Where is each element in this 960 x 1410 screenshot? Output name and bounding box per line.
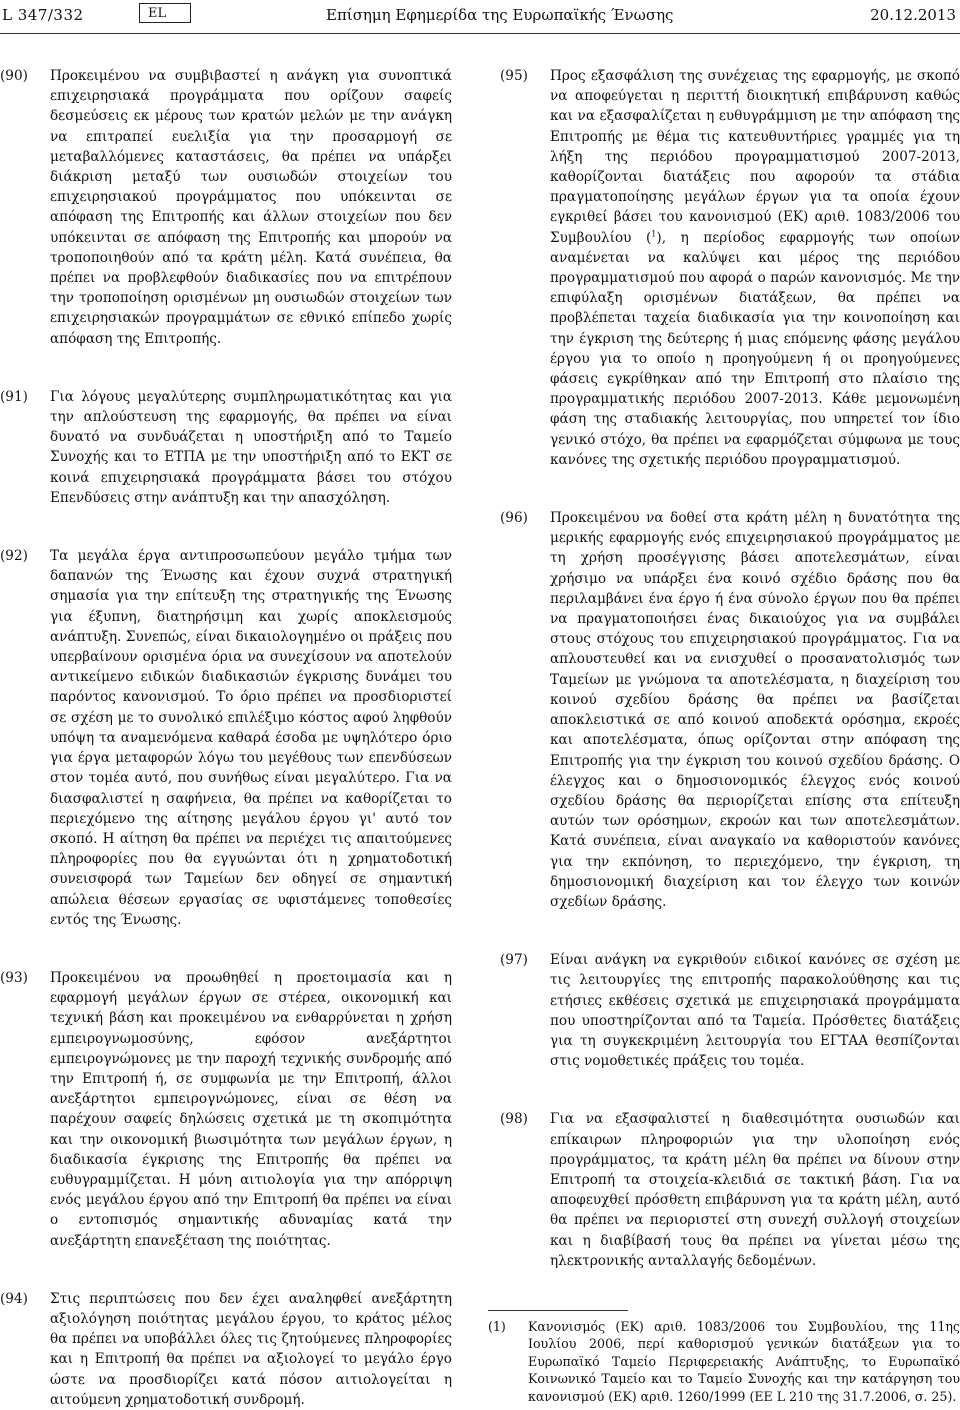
footnote — [488, 1318, 960, 1405]
recital-93 — [0, 968, 452, 1251]
recital-number: (90) — [0, 68, 28, 84]
journal-title: Επίσημη Εφημερίδα της Ευρωπαϊκής Ένωσης — [326, 6, 674, 24]
recital-text: Προκειμένου να προωθηθεί η προετοιμασία και η εφαρμογή μεγάλων έργων σε στέρεα, οικονομική και τεχνική βάση και προκειμένου να ενθαρρύνεται η χρήση εμπειρογνωμοσύνης, εφόσον ανεξάρτητοι εμπειρογνώμονες με την παροχή τεχνικής συνδρομής από την Επιτροπή ή, σε συμφωνία με την Επιτροπή, άλλοι ανεξάρτητοι εμπειρογνώμονες, είναι σε θέση να παρέχουν σαφείς δηλώσεις σχετικά με τη σκοπιμότητα και την οικονομική βιωσιμότητα των μεγάλων έργων, η διαδικασία έγκρισης της Επιτροπής θα πρέπει να ευθυγραμμίζεται. Η μόνη αιτιολογία για την απόρριψη ενός μεγάλου έργου από την Επιτροπή θα πρέπει να είναι ο εντοπισμός σημαντικής αδυναμίας κατά την ανεξάρτητη επανεξέταση της ποιότητας. — [50, 969, 452, 1249]
footnote-reference[interactable]: 1 — [651, 229, 657, 239]
recital-94 — [0, 1289, 452, 1410]
left-column — [0, 66, 452, 1410]
recital-text — [550, 66, 960, 470]
recital-96 — [500, 508, 960, 912]
recital-number: (95) — [500, 68, 528, 84]
page-reference: L 347/332 — [2, 6, 84, 24]
recital-text-part: Προς εξασφάλιση της συνέχειας της εφαρμογής, με σκοπό να αποφεύγεται η περιττή διοικητική επιβάρυνση καθώς και να εξασφαλίζεται η ευθυγράμμιση με την απόφαση της Επιτροπής με θέμα τις κατευθυντήριες γραμμές για τη λήξη της περιόδου προγραμματισμού 2007-2013, καθορίζονται διατάξεις που αφορούν τα στάδια πραγματοποίησης μεγάλων έργων για τα οποία έχουν εγκριθεί βάσει του κανονισμού (ΕΚ) αριθ. 1083/2006 του Συμβουλίου ( — [550, 68, 960, 246]
recital-text: Για να εξασφαλιστεί η διαθεσιμότητα ουσιωδών και επίκαιρων πληροφοριών για την υλοποίηση ενός προγράμματος, τα κράτη μέλη θα πρέπει να δίνουν στην Επιτροπή τα στοιχεία-κλειδιά σε τακτική βάση. Για να αποφευχθεί πρόσθετη επιβάρυνση για τα κράτη μέλη, αυτό θα πρέπει να περιοριστεί στη συνεχή συλλογή στοιχείων και η διαβίβασή τους θα πρέπει να γίνεται μέσω της ηλεκτρονικής ανταλλαγής δεδομένων. — [550, 1111, 960, 1269]
footnote-marker: (1) — [488, 1319, 506, 1334]
recital-97 — [500, 950, 960, 1071]
recital-text: Τα μεγάλα έργα αντιπροσωπεύουν μεγάλο τμήμα των δαπανών της Ένωσης και έχουν συχνά στρατηγική σημασία για την επίτευξη της στρατηγικής της Ένωσης για έξυπνη, διατηρήσιμη και χωρίς αποκλεισμούς ανάπτυξη. Συνεπώς, είναι δικαιολογημένο οι πράξεις που υπερβαίνουν ορισμένα όρια να συνεχίσουν να αποτελούν αντικείμενο ειδικών διαδικασιών έγκρισης δυνάμει του παρόντος κανονισμού. Το όριο πρέπει να προσδιοριστεί σε σχέση με το συνολικό επιλέξιμο κόστος αφού ληφθούν υπόψη τα αναμενόμενα καθαρά έσοδα με υψηλότερο όριο για έργα μεταφορών λόγω του μεγέθους των επενδύσεων στον τομέα αυτό, που συνήθως είναι μεγαλύτερο. Για να διασφαλιστεί η σαφήνεια, θα πρέπει να καθορίζεται το περιεχόμενο της αίτησης μεγάλου έργου γι' αυτό τον σκοπό. Η αίτηση θα πρέπει να περιέχει τις απαιτούμενες πληροφορίες που θα εγγυώνται ότι η χρηματοδοτική συνεισφορά των Ταμείων δεν οδηγεί σε σημαντική απώλεια θέσεων εργασίας σε υφιστάμενες τοποθεσίες εντός της Ένωσης. — [50, 548, 452, 928]
recital-text: Για λόγους μεγαλύτερης συμπληρωματικότητας και για την απλούστευση της εφαρμογής, θα πρέπει να είναι δυνατό να συνδυάζεται η υποστήριξη από το Ταμείο Συνοχής και το ΕΤΠΑ με την υποστήριξη από το ΕΚΤ σε κοινά επιχειρησιακά προγράμματα βάσει του στόχου Επενδύσεις στην ανάπτυξη και την απασχόληση. — [50, 388, 452, 506]
recital-text: Προκειμένου να δοθεί στα κράτη μέλη η δυνατότητα της μερικής εφαρμογής ενός επιχειρησιακού προγράμματος με τη χρήση προσέγγισης βάσει αποτελεσμάτων, είναι χρήσιμο να υπάρξει ένα κοινό σχέδιο δράσης που θα περιλαμβάνει ένα έργο ή ένα σύνολο έργων που θα πρέπει να πραγματοποιήσει ένας δικαιούχος για να συμβάλει στους στόχους του επιχειρησιακού προγράμματος. Για να απλουστευθεί και να ενισχυθεί ο προσανατολισμός των Ταμείων με γνώμονα τα αποτελέσματα, η διαχείριση του κοινού σχεδίου δράσης θα πρέπει να βασίζεται αποκλειστικά σε από κοινού αποδεκτά ορόσημα, εκροές και αποτελέσματα, όπως ορίζονται στην απόφαση της Επιτροπής για την έγκριση του κοινού σχεδίου δράσης. Ο έλεγχος και ο δημοσιονομικός έλεγχος ενός κοινού σχεδίου δράσης θα περιορίζεται επίσης στα επίτευξη αυτών των ορόσημων, εκροών και των αποτελεσμάτων. Κατά συνέπεια, είναι αναγκαίο να καθοριστούν κανόνες για την εκπόνηση, το περιεχόμενο, την έγκριση, τη δημοσιονομική διαχείριση και τον έλεγχο των κοινών σχεδίων δράσης. — [550, 510, 960, 910]
recital-number: (96) — [500, 510, 528, 527]
recital-number: (92) — [0, 548, 28, 565]
recital-98 — [500, 1109, 960, 1271]
recital-92 — [0, 546, 452, 930]
recital-95 — [500, 66, 960, 470]
recital-text-part: ), η περίοδος εφαρμογής των οποίων αναμένεται να καλύψει και μέρος της περιόδου προγραμματισμού που αφορά ο παρών κανονισμός. Με την επιφύλαξη ορισμένων διατάξεων, θα πρέπει να προβλέπεται ταχεία διαδικασία για την κοινοποίηση και την έγκριση της δεύτερης ή μιας επόμενης φάσης μεγάλου έργου για το οποίο η προηγούμενη ή οι προηγούμενες φάσεις εγκρίθηκαν από την Επιτροπή στο πλαίσιο της προγραμματικής περιόδου 2007-2013. Κάθε μεμονωμένη φάση της σταδιακής λειτουργίας, που υπηρετεί τον ίδιο γενικό στόχο, θα πρέπει να εφαρμόζεται σύμφωνα με τους κανόνες της σχετικής περιόδου προγραμματισμού. — [550, 229, 960, 468]
recital-number: (91) — [0, 388, 28, 405]
recital-number: (94) — [0, 1290, 28, 1307]
header-rule — [0, 33, 960, 34]
language-badge: EL — [139, 3, 191, 23]
footnote-text: Κανονισμός (ΕΚ) αριθ. 1083/2006 του Συμβουλίου, της 11ης Ιουλίου 2006, περί καθορισμού γενικών διατάξεων για το Ευρωπαϊκό Ταμείο Περιφερειακής Ανάπτυξης, το Ευρωπαϊκό Κοινωνικό Ταμείο και το Ταμείο Συνοχής και την κατάργηση του κανονισμού (ΕΚ) αριθ. 1260/1999 (ΕΕ L 210 της 31.7.2006, σ. 25). — [528, 1319, 960, 1404]
recital-91 — [0, 387, 452, 508]
recital-number: (93) — [0, 969, 28, 986]
page-header — [0, 0, 960, 30]
recital-text: Είναι ανάγκη να εγκριθούν ειδικοί κανόνες σε σχέση με τις λειτουργίες της επιτροπής παρακολούθησης και τις ετήσιες εκθέσεις σχετικά με επιχειρησιακά προγράμματα που υποστηρίζονται από τα Ταμεία. Πρόσθετες διατάξεις για τη συγκεκριμένη λειτουργία του ΕΓΤΑΑ θεσπίζονται στις νομοθετικές πράξεις του τομέα. — [550, 952, 960, 1070]
right-column — [500, 66, 960, 1271]
recital-number: (98) — [500, 1111, 528, 1128]
recital-90 — [0, 66, 452, 349]
recital-number: (97) — [500, 952, 528, 969]
recital-text: Στις περιπτώσεις που δεν έχει αναληφθεί ανεξάρτητη αξιολόγηση ποιότητας μεγάλου έργου, το κράτος μέλος θα πρέπει να υποβάλλει όλες τις ζητούμενες πληροφορίες και η Επιτροπή θα πρέπει να αξιολογεί το μεγάλο έργο ώστε να προσδιορίζει κατά πόσον αιτιολογείται η αιτούμενη χρηματοδοτική συνδρομή. — [50, 1290, 452, 1408]
publication-date: 20.12.2013 — [870, 6, 956, 24]
footnote-rule — [488, 1310, 628, 1311]
recital-text: Προκειμένου να συμβιβαστεί η ανάγκη για συνοπτικά επιχειρησιακά προγράμματα που ορίζουν σαφείς δεσμεύσεις εκ μέρους των κρατών μελών με την ανάγκη να επιτραπεί ευελιξία για την προσαρμογή σε μεταβαλλόμενες καταστάσεις, θα πρέπει να υπάρξει διάκριση μεταξύ των ουσιωδών στοιχείων του επιχειρησιακού προγράμματος που υπόκεινται σε απόφαση της Επιτροπής και άλλων στοιχείων που δεν υπόκεινται σε απόφαση της Επιτροπής και μπορούν να τροποποιηθούν από τα κράτη μέλη. Κατά συνέπεια, θα πρέπει να προβλεφθούν διαδικασίες που να επιτρέπουν την τροποποίηση ορισμένων μη ουσιωδών στοιχείων των επιχειρησιακών προγραμμάτων σε εθνικό επίπεδο χωρίς απόφαση της Επιτροπής. — [50, 68, 452, 347]
